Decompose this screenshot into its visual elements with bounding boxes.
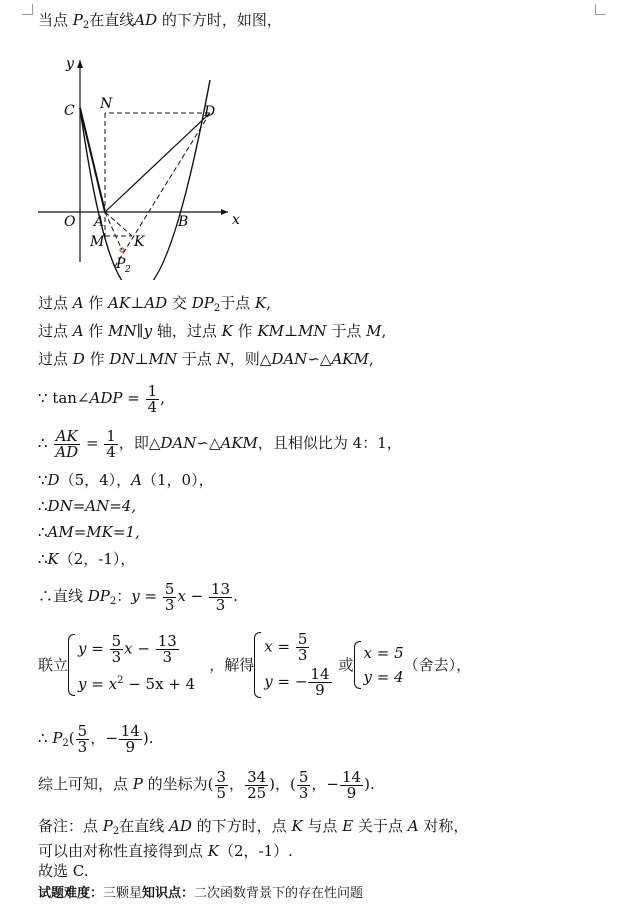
- solution-system-2: x = 5 y = 4: [354, 641, 404, 689]
- equation-system: y = $\frac{5}{3}$ x − $\frac{13}{3}$ $y = x^2 - 5x + 4$: [68, 634, 195, 696]
- label-M: M: [90, 234, 105, 250]
- label-P2: P: [116, 256, 126, 272]
- step-ak-perp-ad: 过点 A 作 AK⊥AD 交 $DP_2$于点 K,: [38, 294, 272, 314]
- step-line-dp2: ∴直线 $DP_2$：y = $\frac{5}{3}$ x − $\frac{13}{3}$ .: [38, 579, 238, 614]
- fraction: $\frac{1}{4}$: [147, 381, 158, 416]
- label-K: K: [134, 234, 145, 250]
- step-similar-triangles: 过点 D 作 DN⊥MN 于点 N，则△DAN∽△AKM,: [38, 350, 374, 368]
- step-tan: ∵ tan∠ADP = $\frac{1}{4}$ ,: [38, 381, 165, 416]
- fraction: $\frac{AK}{AD}$: [55, 426, 79, 461]
- label-x: x: [232, 212, 240, 228]
- label-D: D: [204, 104, 216, 120]
- fraction: $\frac{1}{4}$: [106, 426, 116, 461]
- step-summary: 综上可知，点 P 的坐标为( $\frac{3}{5}$ ， $\frac{34}{25}$ )，( $\frac{5}{3}$ ，− $\frac{14}{9}$ ).: [38, 767, 375, 802]
- y-axis-arrow-icon: [77, 60, 83, 68]
- label-N: N: [100, 96, 113, 112]
- answer-line: 故选 C.: [38, 862, 89, 880]
- step-system-solve: 联立 y = $\frac{5}{3}$ x − $\frac{13}{3}$ $y = x^2 - 5x + 4$ ，解得 x = $\frac{5}{3}$ y = − $\frac{14}{9}$ 或 x = 5 y = 4 （舍去），: [38, 630, 472, 699]
- step-mn-parallel: 过点 A 作 MN∥y 轴，过点 K 作 KM⊥MN 于点 M,: [38, 322, 387, 340]
- segment-CA: [80, 108, 105, 212]
- solution-system-1: x = $\frac{5}{3}$ y = − $\frac{14}{9}$: [254, 632, 332, 698]
- label-C: C: [64, 103, 75, 119]
- label-A: A: [94, 214, 105, 230]
- step-ratio: ∴ $\frac{AK}{AD}$ = $\frac{1}{4}$ ，即△DAN∽△AKM，且相似比为 4：1，: [38, 426, 402, 461]
- label-y: y: [66, 56, 74, 72]
- label-B: B: [178, 214, 189, 230]
- step-k-coords: ∴K（2，-1），: [38, 550, 136, 568]
- step-dn-an: ∴DN=AN=4,: [38, 497, 137, 515]
- dashed-AK: [105, 212, 132, 236]
- figure-axes: [38, 60, 228, 262]
- dashed-AP2: [105, 212, 122, 250]
- note-line-1: 备注：点 $P_2$在直线 AD 的下方时，点 K 与点 E 关于点 A 对称，: [38, 817, 469, 837]
- crop-mark-left: [22, 4, 33, 15]
- step-am-mk: ∴AM=MK=1,: [38, 523, 140, 541]
- step-points: ∵D（5，4），A（1，0），: [38, 471, 214, 489]
- parabola-figure: [38, 50, 268, 280]
- crop-mark-right: [595, 4, 606, 15]
- x-axis-arrow-icon: [221, 209, 228, 215]
- fraction: $\frac{13}{3}$: [211, 579, 231, 614]
- label-P2-sub: 2: [125, 265, 131, 275]
- note-line-2: 可以由对称性直接得到点 K（2，-1）.: [38, 842, 293, 860]
- intro-line: 当点 $P_2$在直线AD 的下方时，如图，: [38, 11, 282, 31]
- step-p2-result: ∴ $P_2$( $\frac{5}{3}$ ，− $\frac{14}{9}$ ).: [38, 721, 154, 756]
- difficulty-footer: 试题难度：三颗星知识点：二次函数背景下的存在性问题: [38, 886, 364, 901]
- label-O: O: [64, 214, 76, 230]
- fraction: $\frac{5}{3}$: [164, 579, 175, 614]
